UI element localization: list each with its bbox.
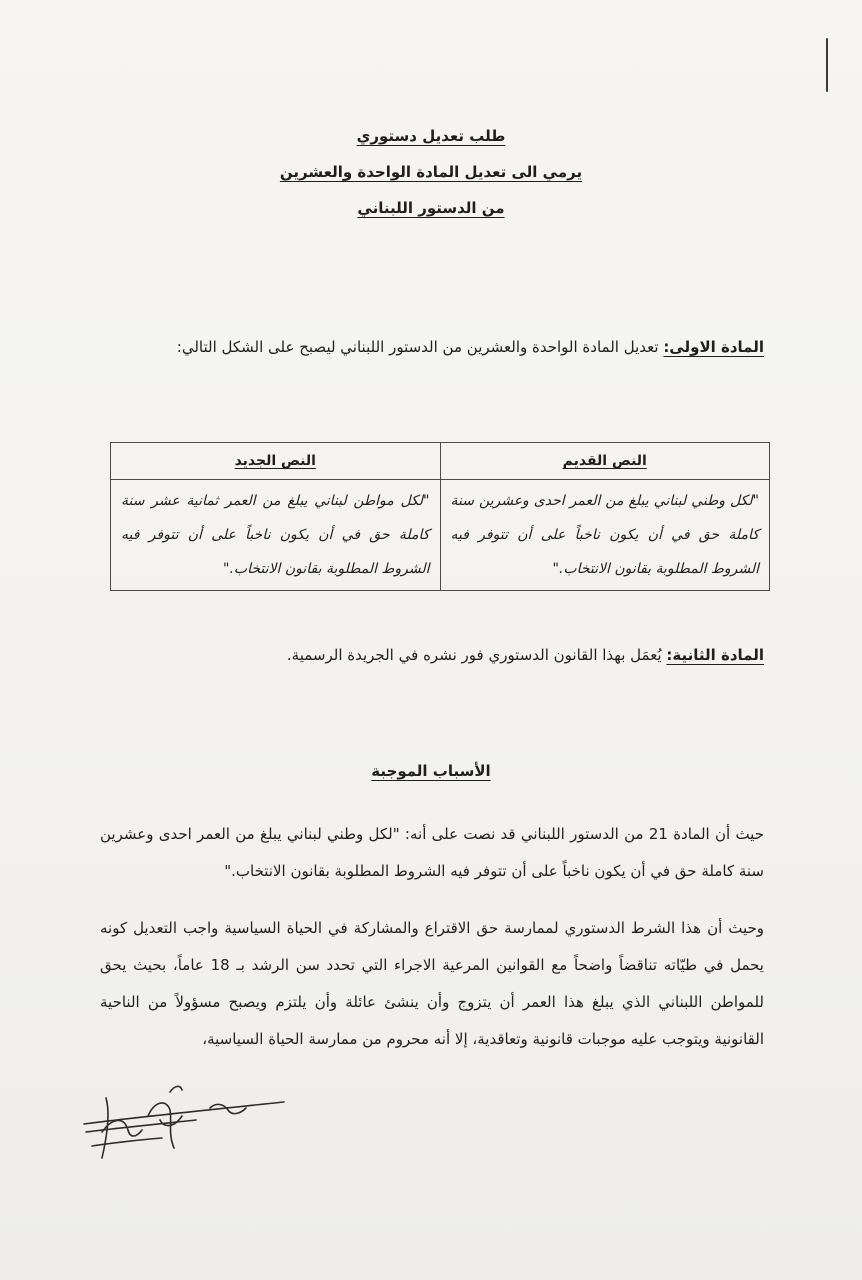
reasons-title: الأسباب الموجبة [371,762,491,780]
title-block [0,118,862,226]
document-subtitle: يرمي الى تعديل المادة الواحدة والعشرين [279,163,583,181]
reasons-paragraph-1: حيث أن المادة 21 من الدستور اللبناني قد نصت على أنه: "لكل وطني لبناني يبلغ من العمر احدى وعشرين سنة كاملة حق في أن يكون ناخباً على أن تتوفر فيه الشروط المطلوبة بقانون الانتخاب." [100,825,764,880]
article-1-text: تعديل المادة الواحدة والعشرين من الدستور اللبناني ليصبح على الشكل التالي: [176,338,664,356]
document-subtitle-2: من الدستور اللبناني [357,199,505,217]
article-1 [104,338,764,356]
article-2-label: المادة الثانية: [666,646,764,664]
article-2 [104,646,764,664]
article-2-text: يُعمَل بهذا القانون الدستوري فور نشره في الجريدة الرسمية. [286,646,667,664]
article-1-label: المادة الاولى: [663,338,764,356]
document-title: طلب تعديل دستوري [356,127,506,145]
reasons-paragraph-2: وحيث أن هذا الشرط الدستوري لممارسة حق الاقتراع والمشاركة في الحياة السياسية واجب التعديل كونه يحمل في طيّاته تناقضاً واضحاً مع القوانين المرعية الاجراء التي تحدد سن الرشد بـ 18 عاماً، بحيث يحق للمواطن اللبناني الذي يبلغ هذا العمر أن يتزوج وأن ينشئ عائلة وأن يلتزم ويصبح مسؤولاً من الناحية القانونية ويتوجب عليه موجبات قانونية وتعاقدية، إلا أنه محروم من ممارسة الحياة السياسية، [100,919,764,1048]
signature-image [78,1072,298,1162]
table-header-row [111,443,770,480]
margin-mark [826,38,828,92]
old-text-header: النص القديم [440,443,770,480]
new-text-header: النص الجديد [111,443,441,480]
new-text-cell: "لكل مواطن لبناني يبلغ من العمر ثمانية عشر سنة كاملة حق في أن يكون ناخباً على أن تتوفر فيه الشروط المطلوبة بقانون الانتخاب." [111,480,441,591]
old-text-cell: "لكل وطني لبناني يبلغ من العمر احدى وعشرين سنة كاملة حق في أن يكون ناخباً على أن تتوفر فيه الشروط المطلوبة بقانون الانتخاب." [440,480,770,591]
table-row [111,480,770,591]
comparison-table [110,442,770,591]
